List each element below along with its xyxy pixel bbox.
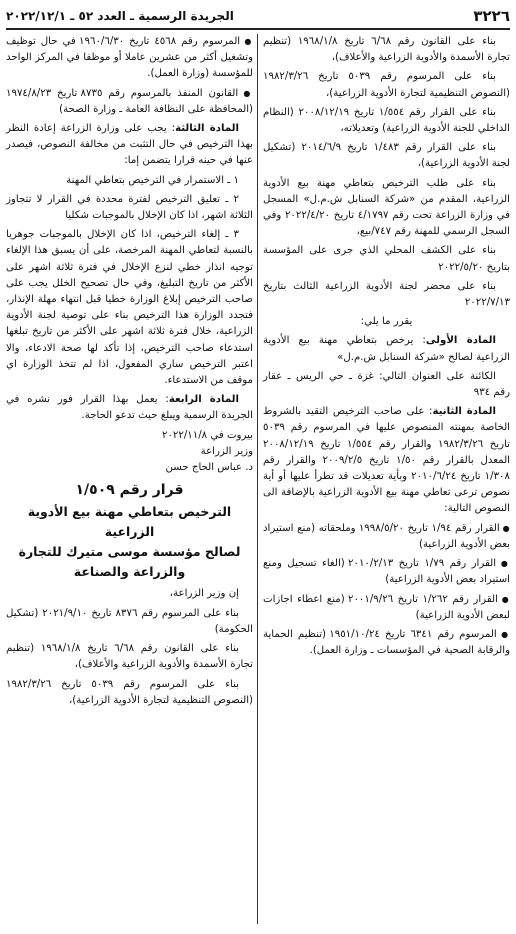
decision-title-line: لصالح مؤسسة موسى متيرك للتجارة: [18, 544, 241, 560]
article-1: [263, 333, 510, 365]
article-4-text: : يعمل بهذا القرار فور نشره في الجريدة الرسمية ويبلغ حيث تدعو الحاجة.: [6, 394, 253, 422]
list-item: ● القانون المنفذ بالمرسوم رقم ٨٧٣٥ تاريخ ١٩٧٤/٨/٢٣ (المحافظة على النظافة العامة ـ وزارة الصحة): [6, 86, 253, 118]
list-item: ● القرار رقم ١/٢٦٢ تاريخ ٢٠٠١/٩/٢٦ (منع اعطاء اجازات لبعض الأدوية الزراعية): [263, 592, 510, 624]
left-column: [6, 34, 253, 712]
preamble-item: بناء على القرار رقم ١/٥٥٤ تاريخ ٢٠٠٨/١٢/١٩ (النظام الداخلي للجنة الأدوية الزراعية) وتعديلاته،: [263, 106, 510, 135]
preamble-item: بناء على القرار رقم ١/٤٨٣ تاريخ ٢٠١٤/٦/٩ (تشكيل لجنة الأدوية الزراعية)،: [263, 142, 510, 170]
signature-title: وزير الزراعة: [200, 445, 253, 457]
preamble-item: بناء على القانون رقم ٦/٦٨ تاريخ ١٩٦٨/١/٨ (تنظيم تجارة الأسمدة والأدوية الزراعية والأعلاف)،: [263, 36, 510, 64]
article-1-text: : يرخص بتعاطي مهنة بيع الأدوية الزراعية لصالح «شركة السنابل ش.م.ل»: [263, 335, 510, 363]
gazette-info: الجريدة الرسمية ـ العدد ٥٢ ـ ٢٠٢٢/١٢/١: [6, 9, 234, 23]
preamble-item: بناء على طلب الترخيص بتعاطي مهنة بيع الأدوية الزراعية، المقدم من «شركة السنابل ش.م.ل» المسجل في وزارة الزراعة تحت رقم ٤/١٧٩٧ تاريخ ٢٠٢٢/٤/٢٠ وفي السجل الرسمي للمهنة رقم ٧٤٧/بيع،: [263, 177, 510, 238]
preamble-item: بناء على الكشف المحلي الذي جرى على المؤسسة بتاريخ ٢٠٢٢/٥/٢٠: [263, 245, 510, 273]
preamble-item: بناء على المرسوم رقم ٨٣٧٦ تاريخ ٢٠٢١/٩/١٠ (تشكيل الحكومة): [6, 607, 253, 635]
article-1-label: المادة الأولى: [425, 335, 496, 347]
decision-title-line: الترخيص بتعاطي مهنة بيع الأدوية الزراعية: [27, 504, 232, 540]
decides-heading: يقرر ما يلي:: [360, 316, 413, 328]
article-3-option: ١ ـ الاستمرار في الترخيص بتعاطي المهنة: [66, 174, 239, 186]
list-item: ● القرار رقم ١/٧٩ تاريخ ٢٠١٠/٢/١٣ (الغاء تسجيل ومنع استيراد بعض الأدوية الزراعية): [263, 556, 510, 588]
page-number: ٣٢٢٦: [473, 7, 510, 25]
article-4-label: المادة الرابعة: [168, 394, 239, 406]
preamble-item: بناء على القانون رقم ٦/٦٨ تاريخ ١٩٦٨/١/٨ (تنظيم تجارة الأسمدة والأدوية الزراعية والأعلاف)،: [6, 643, 253, 671]
article-2-text: : على صاحب الترخيص التقيد بالشروط الخاصة بمهنته المنصوص عليها في المرسوم رقم ٥٠٣٩ تاريخ ١٩٨٢/٣/٢٦ والقرار رقم ١/٥٥٤ تاريخ ٢٠٠٨/١٢/١٩ المعدل بالقرار رقم ١/٥٠ تاريخ ٢٠٠٩/٢/٥ والقرار رقم ١/٣٠٨ تاريخ ٢٠١٠/٦/٢٤ وبأية تعديلات قد تطرأ عليها أو أية نصوص ترعى تعاطي مهنة بيع الأدوية الزراعية بالإضافة الى النصوص التالية:: [263, 406, 510, 515]
article-3-text: : يجب على وزارة الزراعة إعادة النظر بهذا الترخيص في حال التثبت من مخالفة النصوص، فيصدر عنها في حينه قرارا يتضمن إما:: [6, 123, 253, 167]
page-header: [6, 4, 510, 30]
article-3-label: المادة الثالثة: [175, 123, 239, 135]
preamble-item: بناء على محضر لجنة الأدوية الزراعية الثالث بتاريخ ٢٠٢٢/٧/١٣: [263, 280, 510, 309]
article-3-option: ٢ ـ تعليق الترخيص لفترة محددة في القرار لا تتجاوز الثلاثة اشهر، اذا كان الإخلال بالموجبات شكليا: [6, 193, 253, 222]
decision-intro: إن وزير الزراعة،: [169, 588, 239, 600]
decision-title: [6, 502, 253, 582]
article-2: [263, 404, 510, 517]
article-3-option: ٣ ـ إلغاء الترخيص، اذا كان الإخلال بالموجبات جوهريا بالنسبة لتعاطي المهنة المرخصة، على أن يسبق هذا الإلغاء توجيه انذار خطي لنزع الإخلال في فترة ثلاثة اشهر على الأكثر من تاريخ التبليغ، وفي حال تصحيح الخلل يجب على صاحب الترخيص إبلاغ الوزارة خطيا قبل انتهاء مهلة الإنذار، فتجدد الوزارة هذا الترخيص بناء على توصية لجنة الأدوية الزراعية، خلال فترة ثلاثة اشهر على الأكثر من تاريخ تبلغها استدعاء صاحب الترخيص، إذا تأكد لها صحة الادعاء، والا اعتبر الترخيص ساري المفعول، اذا لم تتخذ الوزارة اي موقف من الاستدعاء.: [6, 229, 253, 387]
list-item: ● المرسوم رقم ٦٣٤١ تاريخ ١٩٥١/١٠/٢٤ (تنظيم الحماية والرقابة الصحية في المؤسسات ـ وزارة العمل).: [263, 627, 510, 659]
article-4: [6, 392, 253, 424]
right-column: [263, 34, 510, 662]
article-3: [6, 121, 253, 170]
list-item: ● القرار رقم ١/٩٤ تاريخ ١٩٩٨/٥/٢٠ وملحقاته (منع استيراد بعض الأدوية الزراعية): [263, 521, 510, 553]
preamble-item: بناء على المرسوم رقم ٥٠٣٩ تاريخ ١٩٨٢/٣/٢٦ (النصوص التنظيمية لتجارة الأدوية الزراعية)،: [263, 71, 510, 99]
list-item: ● المرسوم رقم ٤٥٦٨ تاريخ ١٩٦٠/٦/٣٠ في حال توظيف وتشغيل أكثر من عشرين عاملا أو موظفا في المركز الواحد للمؤسسة (وزارة العمل).: [6, 34, 253, 83]
decision-number: قرار رقم ١/٥٠٩: [75, 482, 184, 499]
signature-name: د. عباس الحاج حسن: [165, 462, 253, 474]
signature-place-date: بيروت في ٢٠٢٢/١١/٨: [161, 429, 253, 441]
article-1-address: الكائنة على العنوان التالي: غزة ـ حي الريس ـ عقار رقم ٩٣٤: [263, 370, 510, 399]
decision-title-line: والزراعة والصناعة: [73, 564, 186, 580]
article-2-label: المادة الثانية: [432, 406, 496, 418]
preamble-item: بناء على المرسوم رقم ٥٠٣٩ تاريخ ١٩٨٢/٣/٢٦ (النصوص التنظيمية لتجارة الأدوية الزراعية)،: [6, 678, 253, 706]
column-divider: [257, 34, 258, 924]
